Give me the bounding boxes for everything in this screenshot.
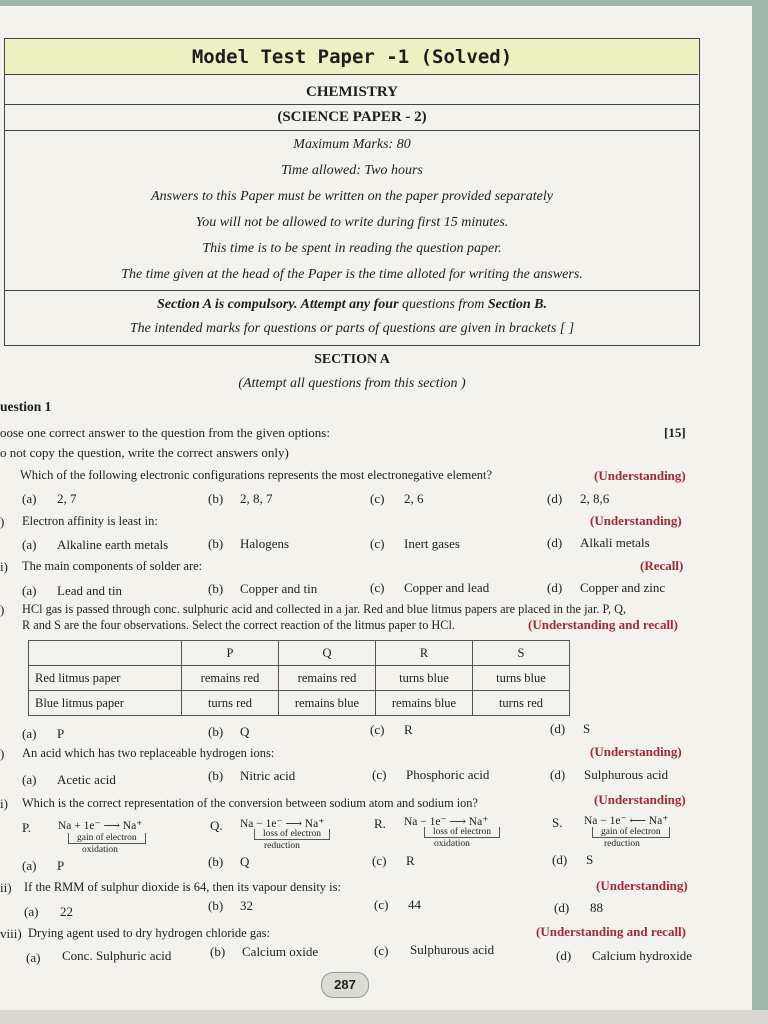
question-text: Electron affinity is least in: <box>22 514 158 528</box>
option-label: (c) <box>374 943 389 958</box>
option-label: (a) <box>26 950 41 965</box>
conversion-label: Q. <box>210 818 223 833</box>
option-value: Acetic acid <box>57 772 116 787</box>
question-tag: (Understanding and recall) <box>536 924 686 939</box>
option-label: (d) <box>547 580 563 595</box>
page-title: Model Test Paper -1 (Solved) <box>191 46 513 68</box>
question-number: i) <box>0 559 8 574</box>
conversion-note: gain of electron <box>592 827 670 838</box>
question-number: ii) <box>0 880 12 895</box>
marks-note: The intended marks for questions or parts of questions are given in brackets [ ] <box>129 321 575 336</box>
option-value: Inert gases <box>404 536 460 551</box>
option-value: Copper and lead <box>404 580 490 595</box>
question-text: HCl gas is passed through conc. sulphuric acid and collected in a jar. Red and blue litmus papers are placed in the jar. P, Q, <box>22 602 627 616</box>
subject-heading: CHEMISTRY <box>306 84 398 100</box>
option-label: (c) <box>370 536 385 551</box>
option-label: (c) <box>370 491 385 506</box>
option-value: S <box>583 721 591 736</box>
option-value: Calcium oxide <box>242 944 319 959</box>
option-label: (a) <box>22 772 37 787</box>
conversion-note: oxidation <box>434 839 470 849</box>
option-label: (b) <box>208 768 224 783</box>
option-value: Sulphurous acid <box>584 767 669 782</box>
option-label: (d) <box>550 767 566 782</box>
conversion-note: reduction <box>264 841 300 851</box>
instruction-text: o not copy the question, write the correct answers only) <box>0 445 289 460</box>
conversion-label: R. <box>374 816 386 831</box>
option-value: Alkaline earth metals <box>57 537 169 552</box>
option-label: (a) <box>24 904 39 919</box>
section-title: SECTION A <box>314 352 390 367</box>
option-label: (a) <box>22 491 37 506</box>
divider <box>4 290 700 291</box>
option-label: (a) <box>22 858 37 873</box>
option-value: Sulphurous acid <box>410 942 495 957</box>
table-cell: remains blue <box>376 691 473 716</box>
option-value: 88 <box>590 900 603 915</box>
option-label: (d) <box>554 900 570 915</box>
option-value: Conc. Sulphuric acid <box>62 948 172 963</box>
option-label: (c) <box>370 722 385 737</box>
option-label: (b) <box>208 536 224 551</box>
option-label: (d) <box>556 948 572 963</box>
conversion-label: P. <box>22 820 32 835</box>
question-number: ) <box>0 602 5 617</box>
question-number: ) <box>0 746 5 761</box>
option-value: R <box>406 853 415 868</box>
option-value: 32 <box>240 898 253 913</box>
litmus-table <box>28 640 570 716</box>
table-header: P <box>182 641 279 666</box>
time-allowed: Time allowed: Two hours <box>281 163 423 178</box>
option-label: (b) <box>208 491 224 506</box>
page-number: 287 <box>321 972 369 998</box>
conversion-equation: Na − 1e⁻ ⟵ Na⁺ <box>584 815 669 827</box>
option-label: (b) <box>210 944 226 959</box>
option-label: (b) <box>208 898 224 913</box>
option-label: (c) <box>370 580 385 595</box>
conversion-note: loss of electron <box>424 827 500 838</box>
option-label: (a) <box>22 726 37 741</box>
table-header: Q <box>279 641 376 666</box>
option-value: Calcium hydroxide <box>592 948 693 963</box>
conversion-label: S. <box>552 815 563 830</box>
instruction-line: The time given at the head of the Paper is the time alloted for writing the answers. <box>121 267 583 282</box>
option-value: 2, 7 <box>57 491 77 506</box>
instruction-line: You will not be allowed to write during first 15 minutes. <box>195 215 509 230</box>
option-value: 22 <box>60 904 73 919</box>
option-value: Copper and tin <box>240 581 318 596</box>
question-text: Which of the following electronic configurations represents the most electronegative element? <box>20 468 493 482</box>
conversion-equation: Na + 1e⁻ ⟶ Na⁺ <box>58 820 143 832</box>
option-label: (c) <box>372 853 387 868</box>
option-label: (c) <box>374 897 389 912</box>
table-row <box>29 666 570 691</box>
option-value: 2, 8,6 <box>580 491 610 506</box>
option-label: (d) <box>547 491 563 506</box>
option-label: (d) <box>547 535 563 550</box>
question-text: Which is the correct representation of the conversion between sodium atom and sodium ion? <box>22 796 478 810</box>
conversion-note: loss of electron <box>254 829 330 840</box>
option-value: 2, 8, 7 <box>240 491 273 506</box>
option-value: P <box>57 726 65 741</box>
question-tag: (Understanding) <box>596 878 688 893</box>
option-value: Q <box>240 854 250 869</box>
option-value: Halogens <box>240 536 290 551</box>
table-cell: Red litmus paper <box>29 666 182 691</box>
question-tag: (Recall) <box>640 558 684 573</box>
table-row <box>29 691 570 716</box>
section-note: Section A is compulsory. Attempt any four questions from Section B. <box>157 297 547 312</box>
question-tag: (Understanding) <box>594 792 686 807</box>
question-number: ) <box>0 514 5 529</box>
option-label: (b) <box>208 581 224 596</box>
question-number: i) <box>0 796 8 811</box>
table-row <box>29 641 570 666</box>
option-value: S <box>586 852 594 867</box>
option-value: Copper and zinc <box>580 580 666 595</box>
table-cell: turns red <box>182 691 279 716</box>
option-value: Q <box>240 724 250 739</box>
table-header <box>29 641 182 666</box>
option-label: (d) <box>552 852 568 867</box>
option-label: (b) <box>208 724 224 739</box>
option-value: 2, 6 <box>404 491 424 506</box>
conversion-note: reduction <box>604 839 640 849</box>
conversion-note: gain of electron <box>68 833 146 844</box>
table-header: S <box>473 641 570 666</box>
table-cell: turns blue <box>473 666 570 691</box>
option-label: (a) <box>22 583 37 598</box>
table-cell: Blue litmus paper <box>29 691 182 716</box>
paper-heading: (SCIENCE PAPER - 2) <box>277 109 427 125</box>
table-cell: remains red <box>279 666 376 691</box>
paper-edge <box>0 1010 768 1024</box>
instruction-text: oose one correct answer to the question from the given options: <box>0 425 330 440</box>
option-value: P <box>57 858 65 873</box>
table-cell: remains blue <box>279 691 376 716</box>
divider <box>4 104 700 105</box>
question-text: The main components of solder are: <box>22 559 203 573</box>
option-value: Lead and tin <box>57 583 122 598</box>
question-tag: (Understanding and recall) <box>528 617 678 632</box>
option-value: Alkali metals <box>580 535 650 550</box>
question-text: R and S are the four observations. Select the correct reaction of the litmus paper to HCl. <box>22 618 455 632</box>
question-tag: (Understanding) <box>590 513 682 528</box>
section-subtitle: (Attempt all questions from this section ) <box>238 376 466 391</box>
instruction-line: This time is to be spent in reading the question paper. <box>202 241 502 256</box>
option-value: Nitric acid <box>240 768 296 783</box>
option-value: Phosphoric acid <box>406 767 490 782</box>
table-header: R <box>376 641 473 666</box>
question-tag: (Understanding) <box>590 744 682 759</box>
option-label: (d) <box>550 721 566 736</box>
conversion-note: oxidation <box>82 845 118 855</box>
conversion-equation: Na − 1e⁻ ⟶ Na⁺ <box>240 818 325 830</box>
question-tag: (Understanding) <box>594 468 686 483</box>
option-value: R <box>404 722 413 737</box>
option-label: (a) <box>22 537 37 552</box>
divider <box>4 130 700 131</box>
max-marks: Maximum Marks: 80 <box>293 137 411 152</box>
question-text: Drying agent used to dry hydrogen chloride gas: <box>28 926 270 940</box>
option-label: (c) <box>372 767 387 782</box>
question-label: uestion 1 <box>0 399 52 414</box>
table-cell: turns red <box>473 691 570 716</box>
conversion-equation: Na − 1e⁻ ⟶ Na⁺ <box>404 816 489 828</box>
question-number: viii) <box>0 926 22 941</box>
question-text: If the RMM of sulphur dioxide is 64, then its vapour density is: <box>24 880 341 894</box>
option-value: 44 <box>408 897 421 912</box>
option-label: (b) <box>208 854 224 869</box>
marks-total: [15] <box>664 425 686 440</box>
instruction-line: Answers to this Paper must be written on the paper provided separately <box>151 189 553 204</box>
table-cell: remains red <box>182 666 279 691</box>
question-text: An acid which has two replaceable hydrogen ions: <box>22 746 275 760</box>
table-cell: turns blue <box>376 666 473 691</box>
